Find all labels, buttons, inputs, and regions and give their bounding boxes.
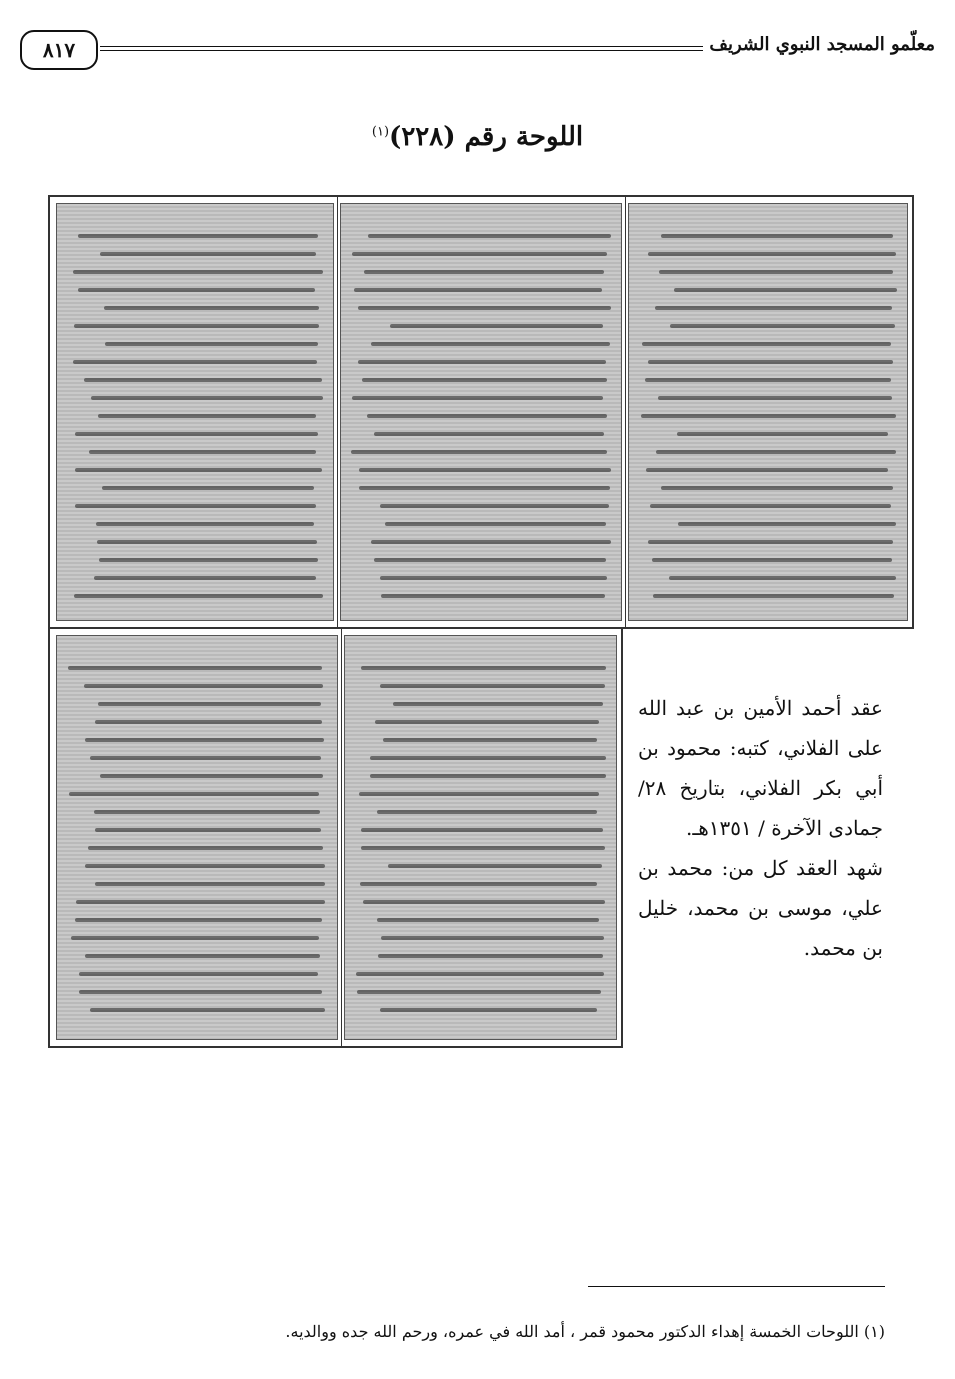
handwriting-line bbox=[358, 306, 611, 310]
handwriting-line bbox=[74, 324, 319, 328]
handwriting-line bbox=[361, 666, 606, 670]
handwriting-line bbox=[678, 522, 896, 526]
footnote-rule bbox=[588, 1286, 885, 1287]
handwriting-line bbox=[352, 252, 607, 256]
handwriting-line bbox=[370, 774, 606, 778]
handwriting-line bbox=[653, 594, 894, 598]
handwriting-line bbox=[75, 504, 316, 508]
handwriting-line bbox=[359, 468, 611, 472]
handwriting-line bbox=[98, 702, 321, 706]
handwriting-line bbox=[642, 342, 891, 346]
handwriting-line bbox=[94, 810, 320, 814]
page-number: ٨١٧ bbox=[20, 30, 98, 70]
manuscript-leaf-5 bbox=[56, 635, 338, 1040]
handwriting-line bbox=[79, 972, 318, 976]
handwriting-line bbox=[69, 792, 319, 796]
footnote: (١) اللوحات الخمسة إهداء الدكتور محمود قمر ، أمد الله في عمره، ورحم الله جده ووالديه. bbox=[285, 1322, 885, 1341]
handwriting-line bbox=[390, 324, 603, 328]
handwriting-line bbox=[78, 288, 315, 292]
caption-paragraph: عقد أحمد الأمين بن عبد الله على الفلاني، كتبه: محمود بن أبي بكر الفلاني، بتاريخ ٢٨/ جمادى الآخرة / ١٣٥١هـ. bbox=[638, 696, 883, 840]
handwriting-line bbox=[378, 954, 603, 958]
handwriting-line bbox=[95, 882, 325, 886]
handwriting-line bbox=[91, 396, 323, 400]
handwriting-line bbox=[385, 522, 606, 526]
handwriting-line bbox=[361, 846, 605, 850]
handwriting-line bbox=[648, 360, 893, 364]
handwriting-line bbox=[370, 756, 606, 760]
handwriting-line bbox=[641, 414, 896, 418]
handwriting-line bbox=[73, 360, 317, 364]
handwriting-line bbox=[85, 864, 325, 868]
manuscript-leaf-2 bbox=[340, 203, 622, 621]
page-header bbox=[20, 30, 935, 74]
handwriting-line bbox=[670, 324, 895, 328]
handwriting-line bbox=[381, 594, 605, 598]
leaf-divider bbox=[337, 197, 338, 627]
handwriting-line bbox=[68, 666, 322, 670]
handwriting-line bbox=[88, 846, 323, 850]
handwriting-line bbox=[75, 918, 322, 922]
handwriting-line bbox=[85, 954, 320, 958]
handwriting-line bbox=[375, 720, 599, 724]
handwriting-line bbox=[354, 288, 602, 292]
handwriting-line bbox=[648, 252, 896, 256]
handwriting-line bbox=[361, 828, 603, 832]
handwriting-line bbox=[374, 432, 604, 436]
handwriting-line bbox=[76, 900, 325, 904]
handwriting-line bbox=[359, 792, 599, 796]
handwriting-line bbox=[367, 414, 607, 418]
handwriting-line bbox=[368, 234, 611, 238]
caption-paragraph: شهد العقد كل من: محمد بن علي، موسى بن محمد، خليل بن محمد. bbox=[638, 856, 883, 960]
handwriting-line bbox=[352, 396, 603, 400]
handwriting-line bbox=[646, 468, 888, 472]
handwriting-line bbox=[648, 540, 893, 544]
handwriting-line bbox=[669, 576, 896, 580]
plate-title bbox=[0, 122, 955, 152]
handwriting-line bbox=[658, 396, 892, 400]
handwriting-line bbox=[97, 540, 317, 544]
handwriting-line bbox=[84, 378, 322, 382]
handwriting-line bbox=[359, 486, 610, 490]
handwriting-line bbox=[661, 234, 893, 238]
handwriting-line bbox=[380, 1008, 597, 1012]
header-rule bbox=[100, 46, 703, 51]
handwriting-line bbox=[105, 342, 318, 346]
handwriting-line bbox=[383, 738, 597, 742]
handwriting-line bbox=[652, 558, 892, 562]
handwriting-line bbox=[360, 882, 597, 886]
handwriting-line bbox=[100, 252, 316, 256]
handwriting-line bbox=[364, 270, 604, 274]
handwriting-line bbox=[85, 738, 324, 742]
handwriting-line bbox=[78, 234, 318, 238]
handwriting-line bbox=[357, 990, 601, 994]
handwriting-line bbox=[89, 450, 316, 454]
handwriting-line bbox=[99, 558, 318, 562]
handwriting-line bbox=[656, 450, 896, 454]
handwriting-line bbox=[356, 972, 604, 976]
plate-title-text: اللوحة رقم (٢٢٨) bbox=[389, 122, 584, 152]
handwriting-line bbox=[381, 936, 604, 940]
handwriting-line bbox=[363, 900, 605, 904]
handwriting-line bbox=[377, 918, 599, 922]
handwriting-line bbox=[74, 594, 323, 598]
handwriting-line bbox=[377, 810, 597, 814]
handwriting-line bbox=[358, 360, 606, 364]
handwriting-line bbox=[75, 468, 322, 472]
manuscript-leaf-4 bbox=[344, 635, 617, 1040]
handwriting-line bbox=[71, 936, 319, 940]
handwriting-line bbox=[104, 306, 319, 310]
footnote-marker: (١) bbox=[371, 124, 390, 140]
handwriting-line bbox=[98, 414, 316, 418]
handwriting-line bbox=[84, 684, 323, 688]
handwriting-line bbox=[351, 450, 607, 454]
handwriting-line bbox=[96, 522, 314, 526]
manuscript-frame-bottom bbox=[48, 627, 623, 1048]
handwriting-line bbox=[100, 774, 323, 778]
handwriting-line bbox=[374, 558, 606, 562]
handwriting-line bbox=[371, 540, 611, 544]
leaf-divider bbox=[625, 197, 626, 627]
handwriting-line bbox=[393, 702, 603, 706]
handwriting-line bbox=[674, 288, 897, 292]
manuscript-leaf-1 bbox=[628, 203, 908, 621]
handwriting-line bbox=[362, 378, 607, 382]
handwriting-line bbox=[380, 684, 605, 688]
handwriting-line bbox=[90, 756, 321, 760]
handwriting-line bbox=[677, 432, 888, 436]
handwriting-line bbox=[388, 864, 602, 868]
plate-caption bbox=[638, 688, 883, 968]
handwriting-line bbox=[79, 990, 322, 994]
handwriting-line bbox=[371, 342, 610, 346]
handwriting-line bbox=[90, 1008, 325, 1012]
manuscript-leaf-3 bbox=[56, 203, 334, 621]
handwriting-line bbox=[73, 270, 323, 274]
handwriting-line bbox=[95, 720, 322, 724]
handwriting-line bbox=[95, 828, 321, 832]
handwriting-line bbox=[650, 504, 891, 508]
handwriting-line bbox=[102, 486, 314, 490]
handwriting-line bbox=[659, 270, 893, 274]
handwriting-line bbox=[94, 576, 316, 580]
handwriting-line bbox=[645, 378, 891, 382]
handwriting-line bbox=[380, 576, 607, 580]
running-title: معلّمو المسجد النبوي الشريف bbox=[709, 34, 935, 55]
manuscript-frame-top bbox=[48, 195, 914, 629]
handwriting-line bbox=[75, 432, 318, 436]
leaf-divider bbox=[341, 629, 342, 1046]
handwriting-line bbox=[661, 486, 893, 490]
handwriting-line bbox=[655, 306, 892, 310]
handwriting-line bbox=[380, 504, 609, 508]
